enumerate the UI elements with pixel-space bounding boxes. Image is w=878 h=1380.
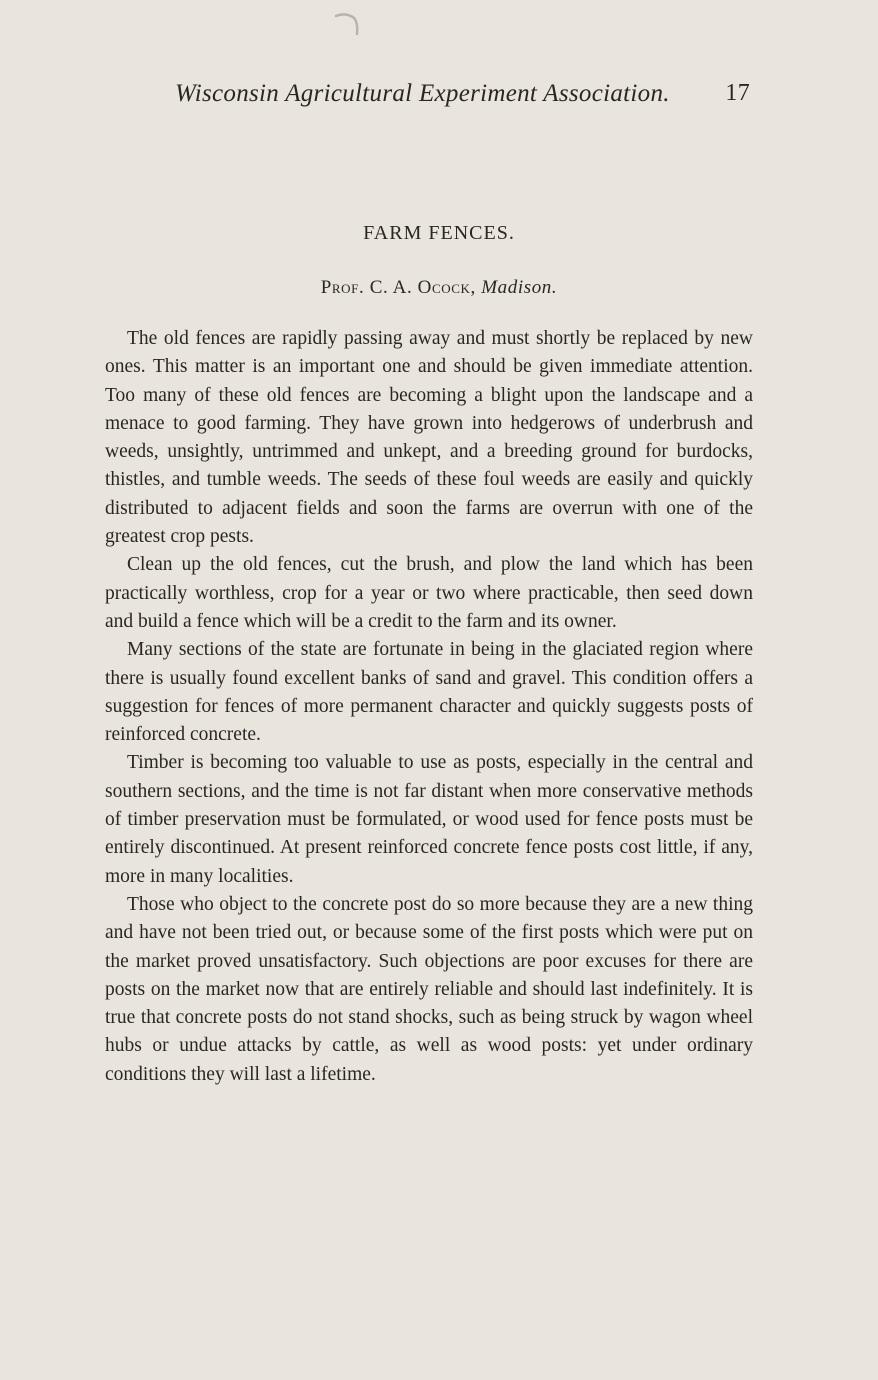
- author-place: Madison.: [481, 277, 558, 298]
- ink-smudge: [334, 10, 364, 36]
- paragraph: Those who object to the concrete post do so more because they are a new thing and have not been tried out, or because some of the first posts which were put on the market proved unsatisfactory. Such objections are poor excuses for there are posts on the market now that are entirely reliable and should last indefinitely. It is true that concrete posts do not stand shocks, such as being struck by wagon wheel hubs or undue attacks by cattle, as well as wood posts: yet under ordinary conditions they will last a lifetime.: [105, 893, 753, 1085]
- page-number: 17: [725, 80, 750, 106]
- paragraph: Clean up the old fences, cut the brush, and plow the land which has been practically worthless, crop for a year or two where practicable, then seed down and build a fence which will be a credit to the farm and its owner.: [105, 554, 753, 632]
- author-name: C. A. Ocock: [369, 277, 471, 298]
- article-title: FARM FENCES.: [363, 222, 515, 244]
- author-byline: Prof. C. A. Ocock, Madison.: [320, 277, 558, 298]
- paragraph: The old fences are rapidly passing away and must shortly be replaced by new ones. This matter is an important one and should be given immediate attention. Too many of these old fences are becoming a blight upon the landscape and a menace to good farming. They have grown into hedgerows of underbrush and weeds, unsightly, untrimmed and unkept, and a breeding ground for burdocks, thistles, and tumble weeds. The seeds of these foul weeds are easily and quickly distributed to adjacent fields and soon the farms are overrun with one of the greatest crop pests.: [105, 328, 753, 548]
- article-body: [105, 325, 753, 1089]
- running-title: Wisconsin Agricultural Experiment Association.: [175, 80, 670, 107]
- author-prefix: Prof.: [320, 277, 365, 298]
- running-header: [175, 80, 750, 114]
- paragraph: Timber is becoming too valuable to use as posts, especially in the central and southern sections, and the time is not far distant when more conservative methods of timber preservation must be formulated, or wood used for fence posts must be entirely discontinued. At present reinforced concrete fence posts cost little, if any, more in many localities.: [105, 752, 753, 887]
- paragraph: Many sections of the state are fortunate in being in the glaciated region where there is usually found excellent banks of sand and gravel. This condition offers a suggestion for fences of more permanent character and quickly suggests posts of reinforced concrete.: [105, 639, 753, 746]
